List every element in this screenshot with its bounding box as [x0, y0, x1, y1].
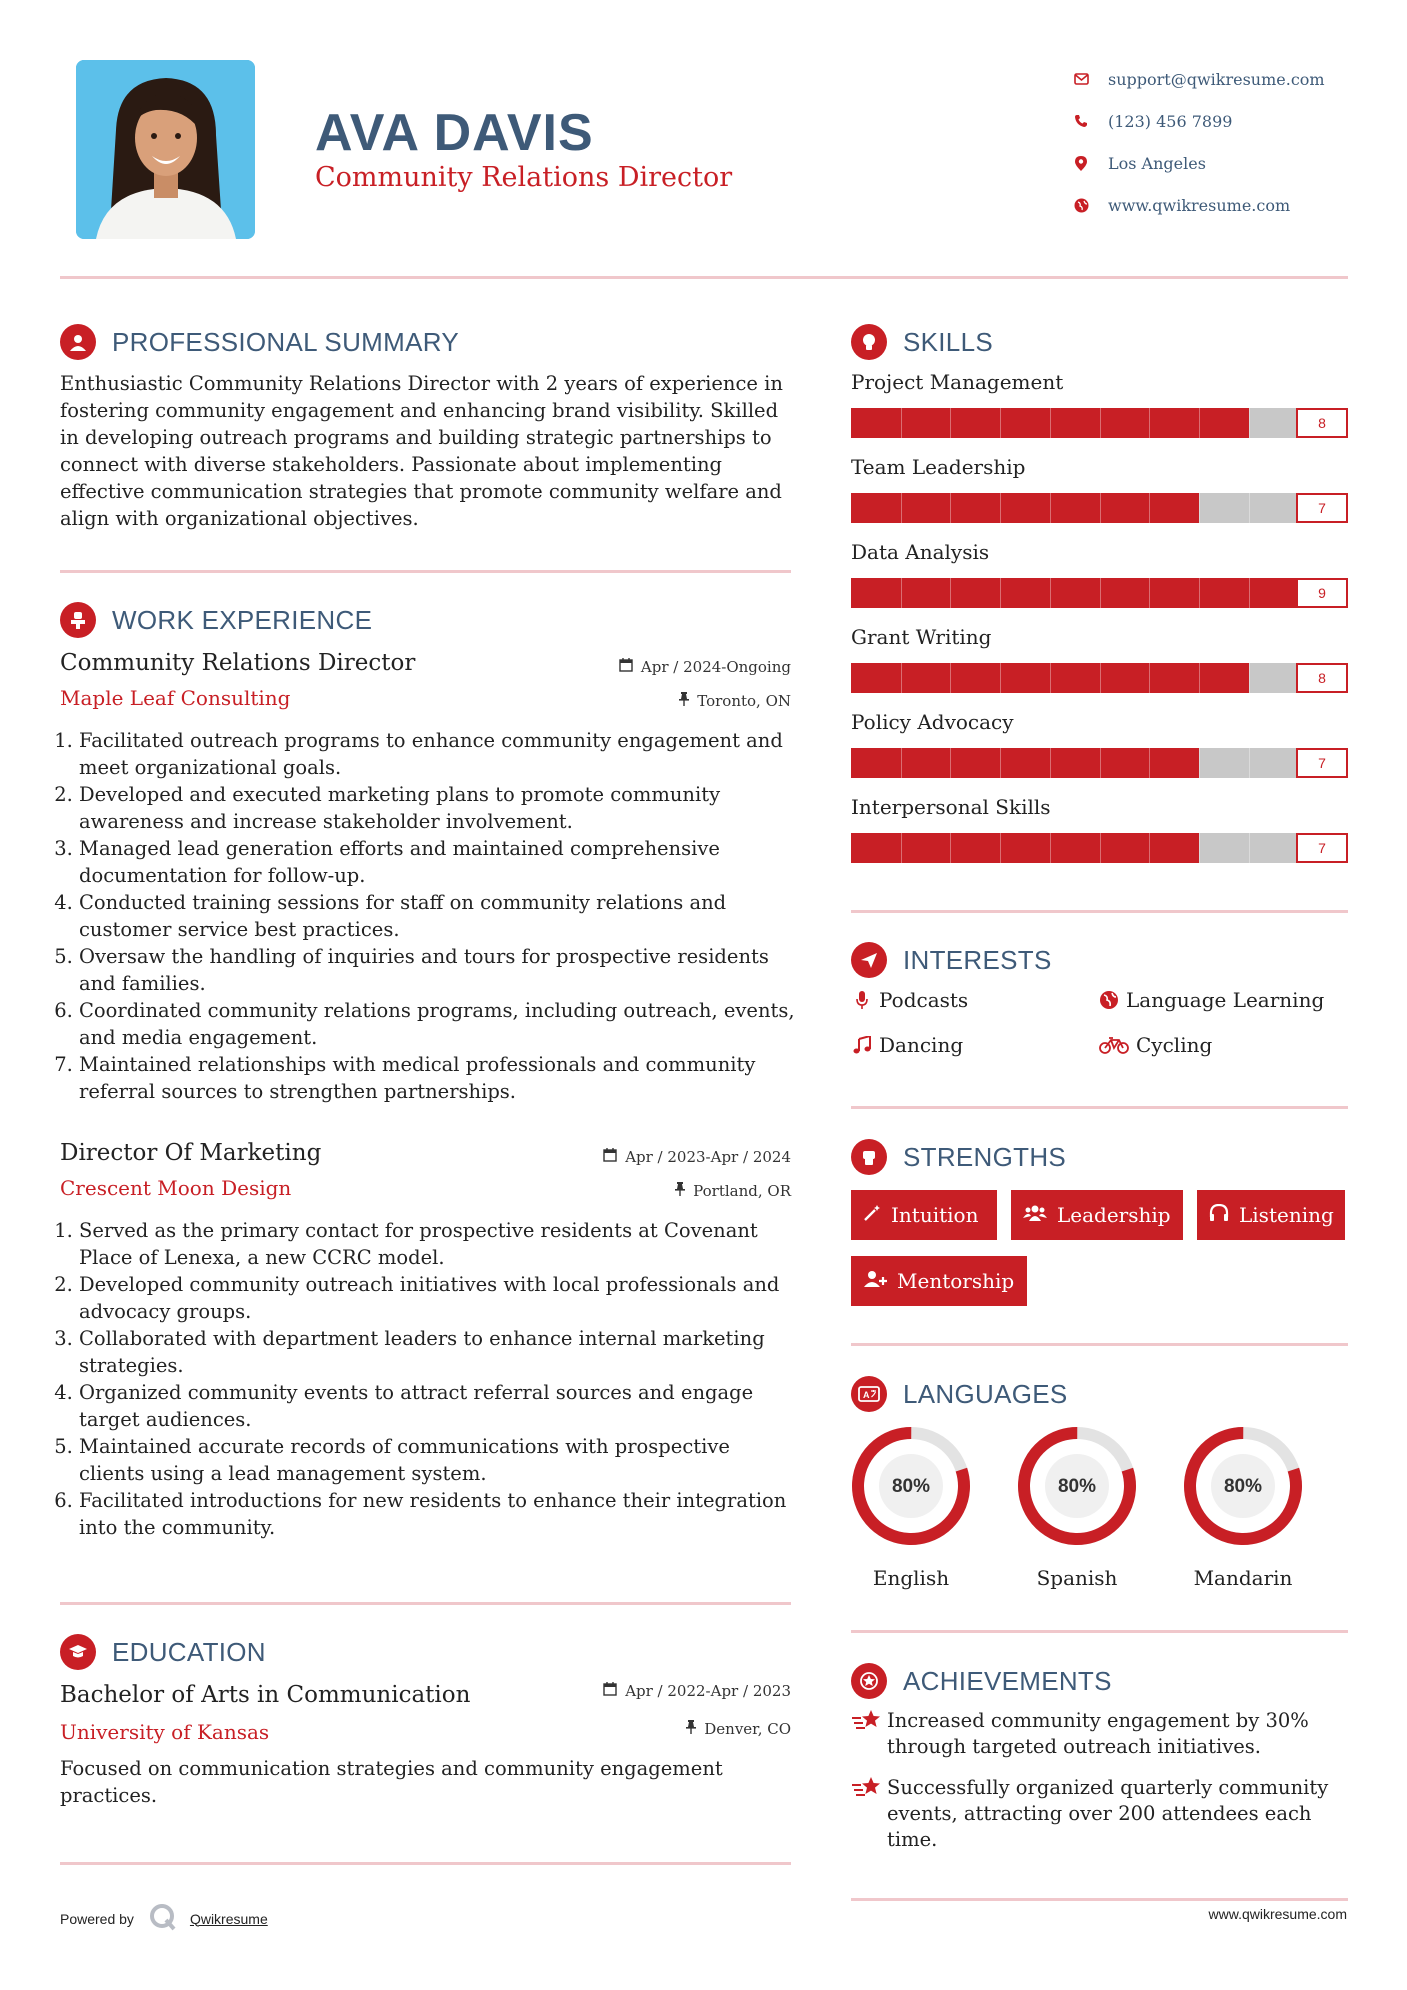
skill-bar-segment — [950, 748, 951, 778]
skills-heading — [851, 324, 993, 360]
map-pin-icon — [1070, 156, 1092, 171]
languages-divider — [851, 1630, 1348, 1633]
interest-label: Dancing — [879, 1033, 964, 1057]
education-dates — [500, 1682, 791, 1700]
strengths-title: STRENGTHS — [903, 1141, 1067, 1172]
users-icon — [1023, 1204, 1047, 1227]
language-item — [1015, 1424, 1139, 1590]
language-icon — [851, 1376, 887, 1412]
skill-bar — [851, 408, 1348, 438]
summary-divider — [60, 570, 791, 573]
skill-bar-segment — [901, 408, 902, 438]
summary-text: Enthusiastic Community Relations Director with 2 years of experience in fostering community engagement and enhancing brand visibility. Skilled in developing outreach programs and building strategic partnerships to connect with diverse stakeholders. Passionate about implementing effective communication strategies that promote community welfare and align with organizational objectives. — [60, 372, 783, 530]
job-title: Director Of Marketing — [60, 1140, 322, 1166]
shooting-star-icon — [851, 1775, 887, 1853]
skill-bar-fill — [851, 578, 1298, 608]
experience-divider — [60, 1602, 791, 1605]
music-note-icon — [851, 1036, 873, 1054]
strengths-heading — [851, 1139, 1066, 1175]
profile-photo — [76, 60, 255, 239]
skill-bar-segment — [1000, 748, 1001, 778]
globe-icon — [1098, 990, 1120, 1010]
skill-bar-segment — [901, 833, 902, 863]
contact-location — [1070, 142, 1325, 184]
language-name: Mandarin — [1193, 1566, 1293, 1590]
skill-bar-fill — [851, 833, 1199, 863]
strength-badge — [851, 1256, 1027, 1306]
contact-email[interactable] — [1070, 58, 1325, 100]
achievement-item — [851, 1708, 1331, 1760]
interest-label: Podcasts — [879, 988, 969, 1012]
graduation-cap-icon — [60, 1634, 96, 1670]
user-circle-icon — [60, 324, 96, 360]
education-heading — [60, 1634, 266, 1670]
contact-phone[interactable] — [1070, 100, 1325, 142]
skill-bar-segment — [1199, 493, 1200, 523]
briefcase-icon — [60, 602, 96, 638]
interests-heading — [851, 942, 1052, 978]
language-name: Spanish — [1036, 1566, 1118, 1590]
star-badge-icon — [851, 1663, 887, 1699]
experience-heading — [60, 602, 372, 638]
list-item: 7. Maintained relationships with medical professionals and community referral sources to strengthen partnerships. — [79, 1051, 800, 1105]
achievements-heading — [851, 1663, 1112, 1699]
school-name: University of Kansas — [60, 1720, 270, 1744]
skill-level: 8 — [1296, 663, 1348, 693]
list-item: 2. Developed and executed marketing plans to promote community awareness and increase stakeholder involvement. — [79, 781, 800, 835]
list-item: 4. Organized community events to attract referral sources and engage target audiences. — [79, 1379, 800, 1433]
skill-bar-segment — [1249, 493, 1250, 523]
contact-email-text: support@qwikresume.com — [1108, 69, 1325, 89]
pin-icon — [679, 692, 689, 710]
skill-bar-segment — [1149, 748, 1150, 778]
strength-badge — [1011, 1190, 1183, 1240]
achievements-title: ACHIEVEMENTS — [903, 1665, 1112, 1696]
raised-fist-icon — [851, 1139, 887, 1175]
skill-bar-segment — [1199, 408, 1200, 438]
powered-by-text: Powered by — [60, 1910, 134, 1927]
job-title: Community Relations Director — [60, 650, 416, 676]
microphone-icon — [851, 991, 873, 1009]
skill-bar-segment — [1149, 408, 1150, 438]
skill-bar-segment — [1149, 578, 1150, 608]
list-item: 3. Managed lead generation efforts and maintained comprehensive documentation for follow-up. — [79, 835, 800, 889]
skill-label: Policy Advocacy — [851, 710, 1014, 734]
interest-item — [1098, 988, 1324, 1012]
job-location — [500, 1182, 791, 1200]
skill-level: 7 — [1296, 493, 1348, 523]
calendar-icon — [619, 658, 633, 676]
job-company: Crescent Moon Design — [60, 1176, 292, 1200]
list-item: 6. Facilitated introductions for new residents to enhance their integration into the community. — [79, 1487, 800, 1541]
education-text: Focused on communication strategies and community engagement practices. — [60, 1757, 723, 1807]
skill-bar-segment — [1050, 833, 1051, 863]
phone-icon — [1070, 114, 1092, 128]
skill-level: 8 — [1296, 408, 1348, 438]
language-percent: 80% — [1223, 1476, 1263, 1497]
education-divider — [60, 1862, 791, 1865]
summary-title: PROFESSIONAL SUMMARY — [112, 326, 459, 357]
skill-bar-segment — [1050, 578, 1051, 608]
language-percent: 80% — [1057, 1476, 1097, 1497]
languages-heading — [851, 1376, 1068, 1412]
list-item: 3. Collaborated with department leaders to enhance internal marketing strategies. — [79, 1325, 800, 1379]
degree-title: Bachelor of Arts in Communication — [60, 1682, 471, 1708]
strength-badge — [1197, 1190, 1345, 1240]
job-company: Maple Leaf Consulting — [60, 686, 291, 710]
skill-bar-segment — [950, 833, 951, 863]
list-item: 1. Served as the primary contact for prospective residents at Covenant Place of Lenexa, a new CCRC model. — [79, 1217, 800, 1271]
interest-label: Language Learning — [1126, 988, 1325, 1012]
education-location-text: Denver, CO — [704, 1720, 791, 1738]
paper-plane-icon — [851, 942, 887, 978]
job-dates-text: Apr / 2023-Apr / 2024 — [625, 1148, 791, 1166]
skill-bar-segment — [1100, 833, 1101, 863]
list-item: 6. Coordinated community relations programs, including outreach, events, and media engagement. — [79, 997, 800, 1051]
skills-title: SKILLS — [903, 326, 993, 357]
skill-bar-segment — [1100, 748, 1101, 778]
job-bullets — [60, 1217, 800, 1541]
list-item: 4. Conducted training sessions for staff on community relations and customer service best practices. — [79, 889, 800, 943]
strength-badge — [851, 1190, 997, 1240]
skill-bar-segment — [1100, 663, 1101, 693]
skill-label: Interpersonal Skills — [851, 795, 1051, 819]
languages-title: LANGUAGES — [903, 1378, 1068, 1409]
skill-bar-segment — [950, 408, 951, 438]
calendar-icon — [603, 1148, 617, 1166]
job-location-text: Portland, OR — [693, 1182, 791, 1200]
skill-bar-segment — [1249, 408, 1250, 438]
skill-bar-segment — [1000, 408, 1001, 438]
pin-icon — [675, 1182, 685, 1200]
skill-bar — [851, 493, 1348, 523]
list-item: 5. Maintained accurate records of communications with prospective clients using a lead management system. — [79, 1433, 800, 1487]
skill-bar-segment — [1249, 663, 1250, 693]
skill-bar-segment — [1199, 833, 1200, 863]
language-ring — [1015, 1424, 1139, 1548]
list-item: 5. Oversaw the handling of inquiries and tours for prospective residents and families. — [79, 943, 800, 997]
achievement-text: Increased community engagement by 30% through targeted outreach initiatives. — [887, 1709, 1309, 1758]
strengths-divider — [851, 1343, 1348, 1346]
skill-bar — [851, 748, 1348, 778]
skill-bar-segment — [1100, 408, 1101, 438]
qwikresume-link[interactable]: Qwikresume — [189, 1910, 268, 1927]
shooting-star-icon — [851, 1708, 887, 1760]
svg-text:A: A — [863, 1390, 870, 1400]
contact-location-text: Los Angeles — [1108, 153, 1206, 173]
skill-level: 9 — [1296, 578, 1348, 608]
interest-item — [851, 988, 968, 1012]
language-item — [849, 1424, 973, 1590]
skill-bar-segment — [1149, 663, 1150, 693]
skill-bar-segment — [1000, 663, 1001, 693]
list-item: 1. Facilitated outreach programs to enhance community engagement and meet organizational goals. — [79, 727, 800, 781]
skill-bar-segment — [1050, 663, 1051, 693]
skill-bar-segment — [1249, 578, 1250, 608]
language-percent: 80% — [891, 1476, 931, 1497]
skill-level: 7 — [1296, 748, 1348, 778]
job-dates — [500, 658, 791, 676]
skill-bar — [851, 663, 1348, 693]
skill-bar-segment — [1149, 493, 1150, 523]
contact-website[interactable] — [1070, 184, 1325, 226]
skill-bar-segment — [1000, 578, 1001, 608]
strength-label: Listening — [1239, 1203, 1334, 1227]
skill-label: Grant Writing — [851, 625, 992, 649]
skill-bar-segment — [1199, 748, 1200, 778]
strength-label: Leadership — [1057, 1203, 1171, 1227]
skill-bar-fill — [851, 493, 1199, 523]
pin-icon — [686, 1720, 696, 1738]
interests-title: INTERESTS — [903, 944, 1052, 975]
skill-bar-segment — [901, 578, 902, 608]
headphones-icon — [1209, 1204, 1229, 1227]
summary-heading — [60, 324, 459, 360]
magic-wand-icon — [863, 1204, 881, 1227]
language-ring — [1181, 1424, 1305, 1548]
interests-divider — [851, 1106, 1348, 1109]
skill-bar-segment — [1000, 493, 1001, 523]
skill-bar-segment — [1199, 663, 1200, 693]
skill-bar — [851, 578, 1348, 608]
skill-bar-segment — [1249, 833, 1250, 863]
skill-bar-segment — [1050, 748, 1051, 778]
skill-bar-segment — [1249, 748, 1250, 778]
skill-bar-segment — [1100, 493, 1101, 523]
skill-bar-segment — [950, 493, 951, 523]
skill-bar-fill — [851, 748, 1199, 778]
skill-bar-segment — [1050, 408, 1051, 438]
job-bullets — [60, 727, 800, 1105]
education-dates-text: Apr / 2022-Apr / 2023 — [625, 1682, 791, 1700]
interest-item — [1098, 1033, 1212, 1057]
skills-divider — [851, 910, 1348, 913]
strength-label: Intuition — [891, 1203, 979, 1227]
education-title: EDUCATION — [112, 1636, 266, 1667]
calendar-icon — [603, 1682, 617, 1700]
user-plus-icon — [863, 1270, 887, 1293]
job-location-text: Toronto, ON — [697, 692, 791, 710]
footer-powered-by — [60, 1902, 268, 1935]
skill-bar — [851, 833, 1348, 863]
lightbulb-icon — [851, 324, 887, 360]
job-location — [500, 692, 791, 710]
achievements-divider — [851, 1898, 1348, 1901]
contact-website-text: www.qwikresume.com — [1108, 195, 1291, 215]
job-dates — [500, 1148, 791, 1166]
experience-title: WORK EXPERIENCE — [112, 604, 373, 635]
skill-label: Data Analysis — [851, 540, 990, 564]
skill-bar-segment — [901, 748, 902, 778]
skill-bar-segment — [901, 493, 902, 523]
skill-bar-segment — [1199, 578, 1200, 608]
skill-bar-segment — [901, 663, 902, 693]
language-name: English — [872, 1566, 950, 1590]
skill-bar-segment — [1149, 833, 1150, 863]
contact-phone-text: (123) 456 7899 — [1108, 111, 1233, 131]
language-item — [1181, 1424, 1305, 1590]
envelope-icon — [1070, 73, 1092, 85]
education-location — [500, 1720, 791, 1738]
achievement-item — [851, 1775, 1331, 1853]
skill-level: 7 — [1296, 833, 1348, 863]
skill-bar-segment — [950, 578, 951, 608]
header-divider — [60, 276, 1348, 279]
skill-label: Team Leadership — [851, 455, 1026, 479]
footer-url[interactable]: www.qwikresume.com — [1208, 1906, 1347, 1922]
bicycle-icon — [1098, 1036, 1130, 1054]
qwikresume-logo-icon — [148, 1902, 178, 1935]
interest-label: Cycling — [1136, 1033, 1213, 1057]
job-dates-text: Apr / 2024-Ongoing — [640, 658, 791, 676]
skill-bar-segment — [1000, 833, 1001, 863]
skill-bar-segment — [1050, 493, 1051, 523]
contact-list — [1070, 58, 1325, 226]
achievement-text: Successfully organized quarterly community events, attracting over 200 attendees each time. — [887, 1776, 1329, 1851]
skill-bar-segment — [950, 663, 951, 693]
list-item: 2. Developed community outreach initiatives with local professionals and advocacy groups. — [79, 1271, 800, 1325]
candidate-name: AVA DAVIS — [315, 104, 594, 162]
skill-label: Project Management — [851, 370, 1064, 394]
candidate-title: Community Relations Director — [315, 162, 733, 193]
interest-item — [851, 1033, 963, 1057]
globe-icon — [1070, 198, 1092, 213]
skill-bar-segment — [1100, 578, 1101, 608]
strength-label: Mentorship — [897, 1269, 1015, 1293]
language-ring — [849, 1424, 973, 1548]
